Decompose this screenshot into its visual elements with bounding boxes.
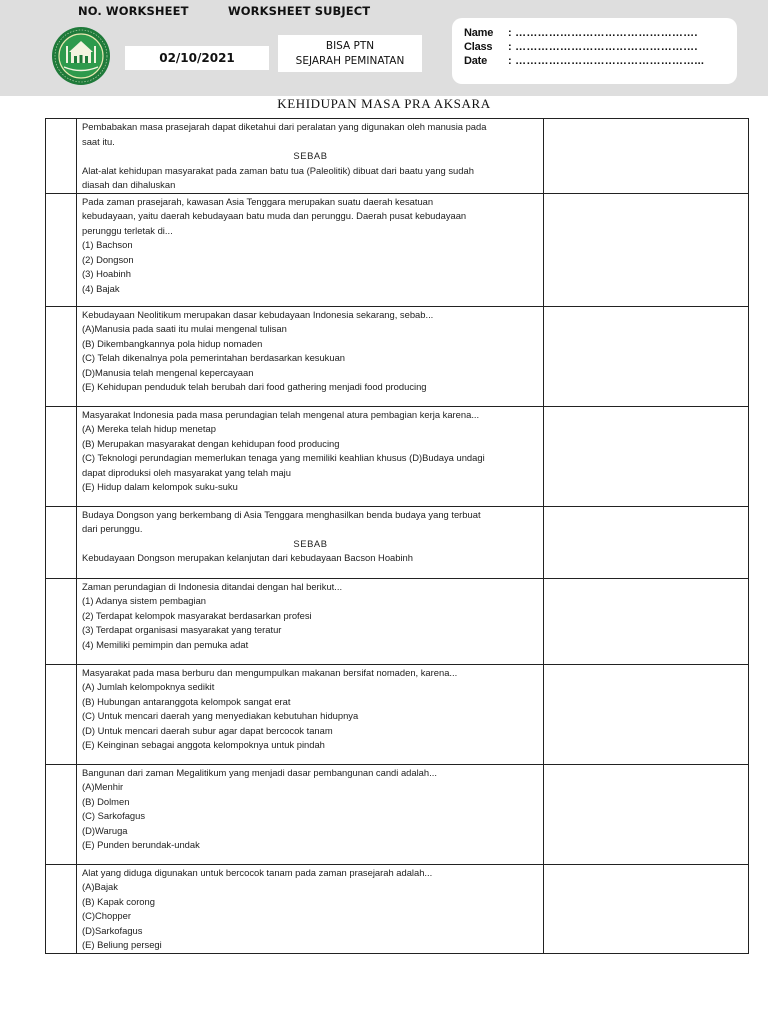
question-line: Pembabakan masa prasejarah dapat diketahui dari peralatan yang digunakan oleh manusia pada	[82, 121, 487, 132]
subject-box	[278, 35, 422, 72]
question-text-cell	[77, 306, 544, 406]
answer-cell[interactable]	[544, 306, 749, 406]
question-line: dari perunggu.	[82, 523, 143, 534]
answer-cell[interactable]	[544, 864, 749, 953]
question-line: Alat yang diduga digunakan untuk bercocok tanam pada zaman prasejarah adalah...	[82, 866, 433, 878]
question-line: (2) Terdapat kelompok masyarakat berdasarkan profesi	[82, 609, 312, 621]
name-label: Name	[464, 27, 494, 39]
question-text-cell	[77, 864, 544, 953]
answer-cell[interactable]	[544, 406, 749, 506]
question-line: (3) Terdapat organisasi masyarakat yang teratur	[82, 624, 282, 635]
question-text-cell	[77, 578, 544, 664]
school-logo-icon	[44, 26, 118, 86]
question-line: (1) Bachson	[82, 239, 133, 250]
question-line: Bangunan dari zaman Megalitikum yang menjadi dasar pembangunan candi adalah...	[82, 766, 437, 778]
student-identity-box	[452, 18, 737, 84]
subject-program: BISA PTN	[325, 39, 375, 52]
question-line: (B) Dolmen	[82, 795, 130, 807]
question-line: Kebudayaan Dongson merupakan kelanjutan dari kebudayaan Bacson Hoabinh	[82, 552, 413, 563]
class-label: Class	[464, 41, 493, 53]
question-line: dapat diproduksi oleh masyarakat yang telah maju	[82, 466, 291, 478]
question-line: (C)Chopper	[82, 910, 131, 921]
question-row	[46, 506, 749, 578]
question-line: (4) Bajak	[82, 282, 120, 294]
class-field[interactable]: : ………………………………………….	[508, 41, 698, 53]
question-row	[46, 764, 749, 864]
question-line: (C) Sarkofagus	[82, 810, 146, 821]
question-line: (B) Dikembangkannya pola hidup nomaden	[82, 337, 263, 349]
question-line: (C) Untuk mencari daerah yang menyediakan kebutuhan hidupnya	[82, 710, 359, 721]
question-line: Alat-alat kehidupan masyarakat pada zaman batu tua (Paleolitik) dibuat dari baatu yang sudah	[82, 164, 474, 176]
question-number-cell	[46, 506, 77, 578]
question-line: (2) Dongson	[82, 253, 134, 265]
answer-cell[interactable]	[544, 578, 749, 664]
answer-cell[interactable]	[544, 193, 749, 306]
question-text-cell	[77, 664, 544, 764]
subject-name: SEJARAH PEMINATAN	[295, 54, 405, 67]
question-line: (1) Adanya sistem pembagian	[82, 595, 207, 606]
question-line: (A)Manusia pada saati itu mulai mengenal tulisan	[82, 323, 287, 334]
question-line: Zaman perundagian di Indonesia ditandai dengan hal berikut...	[82, 580, 343, 592]
question-text-cell	[77, 406, 544, 506]
name-row	[464, 27, 698, 39]
question-row	[46, 306, 749, 406]
question-line: kebudayaan, yaitu daerah kebudayaan batu muda dan perunggu. Daerah pusat kebudayaan	[82, 210, 467, 221]
question-number-cell	[46, 193, 77, 306]
question-line: (D)Waruga	[82, 824, 128, 836]
question-row	[46, 119, 749, 194]
answer-cell[interactable]	[544, 119, 749, 194]
question-number-cell	[46, 864, 77, 953]
question-number-cell	[46, 306, 77, 406]
question-row	[46, 193, 749, 306]
worksheet-header	[0, 0, 768, 96]
question-line: (B) Merupakan masyarakat dengan kehidupan food producing	[82, 437, 340, 449]
question-row	[46, 406, 749, 506]
question-line: Pada zaman prasejarah, kawasan Asia Tenggara merupakan suatu daerah kesatuan	[82, 195, 434, 207]
question-line: (A)Menhir	[82, 781, 124, 792]
question-table	[45, 118, 749, 954]
question-line: saat itu.	[82, 135, 115, 147]
question-line: (B) Kapak corong	[82, 895, 155, 907]
name-field[interactable]: : ………………………………………….	[508, 27, 698, 39]
worksheet-title: KEHIDUPAN MASA PRA AKSARA	[277, 96, 491, 111]
question-line: Kebudayaan Neolitikum merupakan dasar kebudayaan Indonesia sekarang, sebab...	[82, 308, 434, 320]
worksheet-number-label: NO. WORKSHEET	[78, 4, 189, 18]
worksheet-date-box	[125, 46, 269, 70]
question-line: (C) Telah dikenalnya pola pemerintahan berdasarkan kesukuan	[82, 352, 346, 363]
question-number-cell	[46, 764, 77, 864]
question-line: (3) Hoabinh	[82, 268, 131, 279]
question-line: (E) Beliung persegi	[82, 939, 162, 950]
question-number-cell	[46, 406, 77, 506]
question-line: (B) Hubungan antaranggota kelompok sangat erat	[82, 695, 291, 707]
question-row	[46, 864, 749, 953]
question-line: (E) Hidup dalam kelompok suku-suku	[82, 481, 238, 492]
question-text-cell	[77, 119, 544, 194]
worksheet-date: 02/10/2021	[159, 51, 235, 65]
question-line: (D) Untuk mencari daerah subur agar dapat bercocok tanam	[82, 724, 333, 736]
question-number-cell	[46, 664, 77, 764]
question-number-cell	[46, 119, 77, 194]
question-line: (D)Sarkofagus	[82, 924, 143, 936]
question-row	[46, 578, 749, 664]
question-line: (A)Bajak	[82, 881, 118, 892]
question-text-cell	[77, 193, 544, 306]
question-line: Masyarakat pada masa berburu dan mengumpulkan makanan bersifat nomaden, karena...	[82, 666, 458, 678]
question-line: (A) Jumlah kelompoknya sedikit	[82, 681, 215, 692]
question-line: (E) Punden berundak-undak	[82, 839, 200, 850]
question-row	[46, 664, 749, 764]
question-line: perunggu terletak di...	[82, 224, 173, 236]
question-line: (A) Mereka telah hidup menetap	[82, 423, 216, 434]
question-text-cell	[77, 506, 544, 578]
question-connector: SEBAB	[293, 150, 328, 161]
question-line: Masyarakat Indonesia pada masa perundagian telah mengenal atura pembagian kerja karena...	[82, 408, 480, 420]
answer-cell[interactable]	[544, 506, 749, 578]
question-line: diasah dan dihaluskan	[82, 179, 176, 190]
answer-cell[interactable]	[544, 764, 749, 864]
question-line: Budaya Dongson yang berkembang di Asia Tenggara menghasilkan benda budaya yang terbuat	[82, 508, 481, 520]
question-line: (C) Teknologi perundagian memerlukan tenaga yang memiliki keahlian khusus (D)Budaya undagi	[82, 452, 485, 463]
class-row	[464, 41, 698, 53]
date-row	[464, 55, 704, 67]
question-text-cell	[77, 764, 544, 864]
question-connector: SEBAB	[293, 537, 328, 549]
date-label: Date	[464, 55, 488, 67]
question-line: (E) Kehidupan penduduk telah berubah dari food gathering menjadi food producing	[82, 381, 427, 392]
worksheet-subject-label: WORKSHEET SUBJECT	[228, 4, 371, 18]
question-line: (D)Manusia telah mengenal kepercayaan	[82, 366, 254, 378]
question-line: (4) Memiliki pemimpin dan pemuka adat	[82, 638, 249, 650]
question-line: (E) Keinginan sebagai anggota kelompoknya untuk pindah	[82, 739, 325, 750]
answer-cell[interactable]	[544, 664, 749, 764]
question-number-cell	[46, 578, 77, 664]
date-field[interactable]: : …………………………………………...	[508, 55, 705, 67]
